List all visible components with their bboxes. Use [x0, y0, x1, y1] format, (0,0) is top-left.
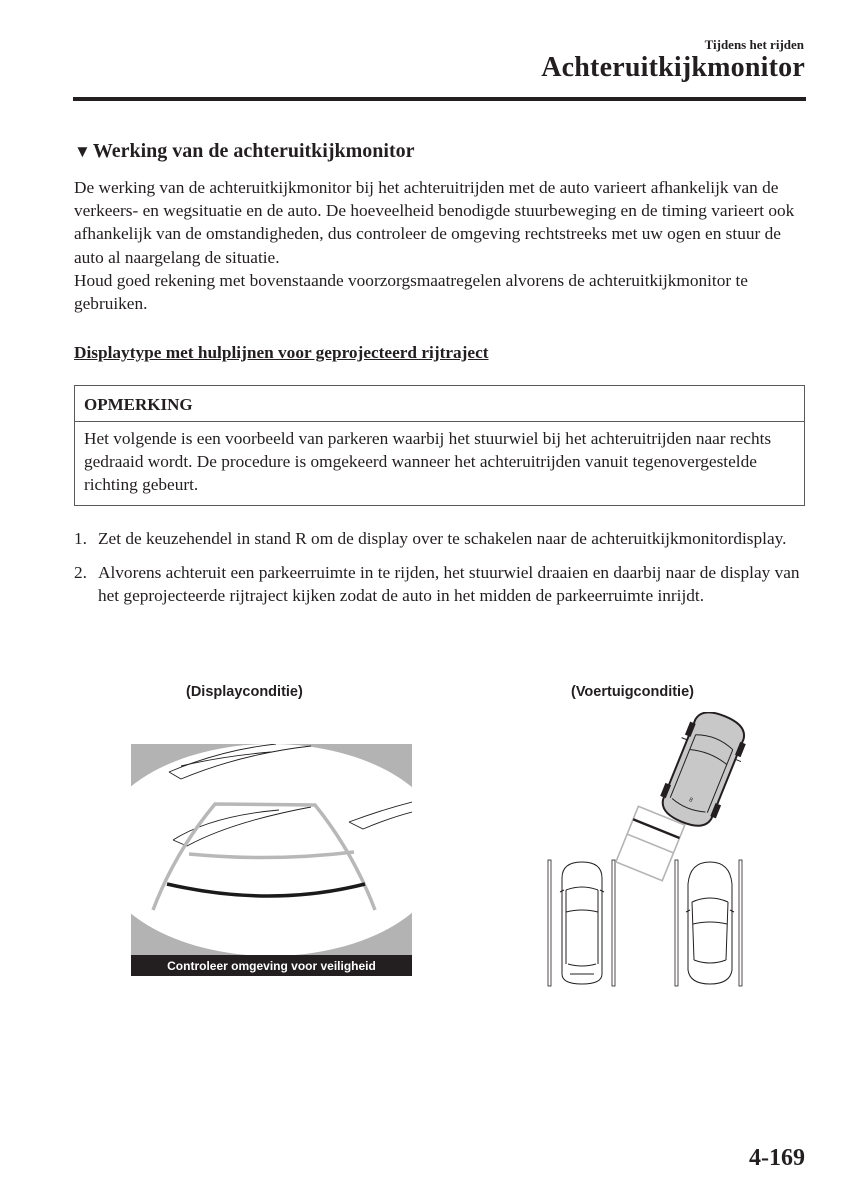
svg-text:8: 8: [687, 797, 694, 805]
note-body: Het volgende is een voorbeeld van parkeren waarbij het stuurwiel bij het achteruitrijden naar rechts gedraaid wordt. De procedure is omgekeerd wanneer het achteruitrijden vanuit tegenovergestelde richting gebeurt.: [84, 429, 772, 495]
step-text: Alvorens achteruit een parkeerruimte in te rijden, het stuurwiel draaien en daarbij naar de display van het geprojecteerde rijtraject kijken zodat de auto in het midden de parkeerruimte inrijdt.: [98, 563, 800, 606]
subheading: Displaytype met hulplijnen voor geprojecteerd rijtraject: [74, 343, 489, 362]
running-head: Tijdens het rijden: [704, 37, 804, 52]
section-heading: [74, 140, 415, 163]
step-number: 1.: [74, 529, 87, 548]
vehicle-figure-label: (Voertuigconditie): [571, 684, 694, 700]
paragraph: Houd goed rekening met bovenstaande voorzorgsmaatregelen alvorens de achteruitkijkmonitor te gebruiken.: [74, 270, 748, 314]
note-box: [74, 385, 805, 506]
display-warning-banner: Controleer omgeving voor veiligheid: [167, 959, 376, 973]
header-rule: [73, 97, 806, 101]
step-text: Zet de keuzehendel in stand R om de display over te schakelen naar de achteruitkijkmonitordisplay.: [98, 529, 787, 548]
step-item: [74, 561, 804, 607]
note-title: OPMERKING: [75, 386, 804, 422]
step-item: [74, 527, 804, 550]
section-heading-text: Werking van de achteruitkijkmonitor: [92, 140, 415, 162]
page-title: Achteruitkijkmonitor: [541, 52, 805, 83]
parking-vehicle-illustration: [540, 712, 765, 987]
paragraph: De werking van de achteruitkijkmonitor bij het achteruitrijden met de auto varieert afhankelijk van de verkeers- en wegsituatie en de auto. De hoeveelheid benodigde stuurbeweging en de timing varieert ook afhankelijk van de omstandigheden, dus controleer de omgeving rechtstreeks met uw ogen en stuur de auto al naargelang de situatie.: [74, 178, 795, 267]
display-figure-label: (Displayconditie): [186, 684, 303, 700]
step-number: 2.: [74, 563, 87, 583]
triangle-down-icon: ▼: [74, 142, 91, 161]
intro-text: [74, 176, 804, 315]
steps-list: [74, 527, 804, 619]
page-number: 4-169: [749, 1145, 805, 1171]
rear-camera-display-illustration: [131, 744, 412, 976]
